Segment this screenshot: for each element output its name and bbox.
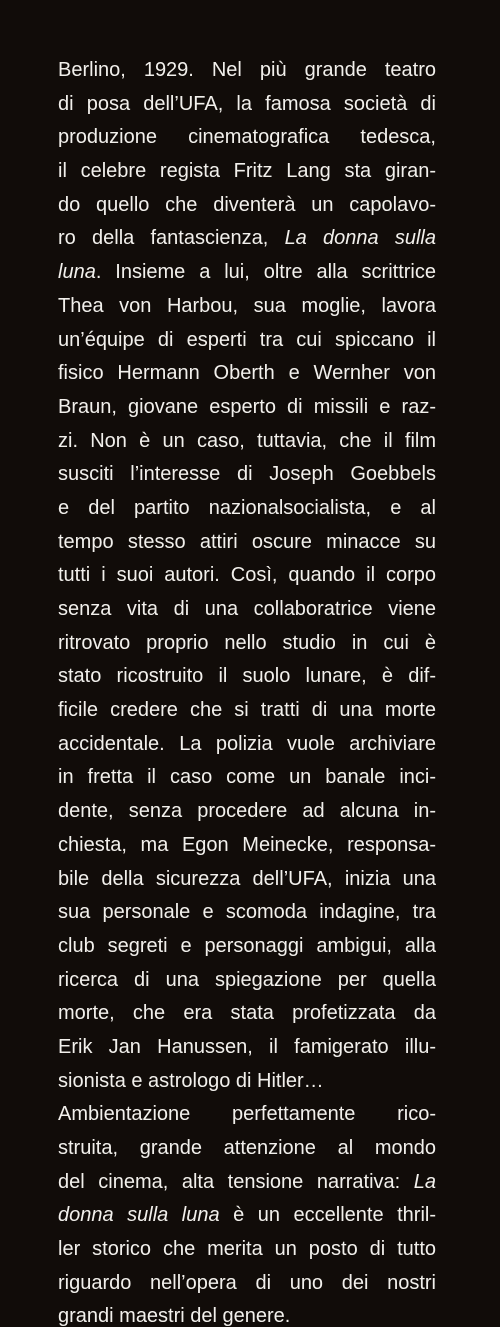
blurb-line bbox=[58, 1065, 436, 1099]
blurb-line bbox=[58, 54, 436, 88]
blurb-text-run: fisico Hermann Oberth e Wernher von bbox=[58, 362, 436, 385]
blurb-text-run: di posa dell’UFA, la famosa società di bbox=[58, 92, 436, 115]
blurb-text-run: Ambientazione perfettamente rico- bbox=[58, 1103, 436, 1126]
blurb-text-run: Thea von Harbou, sua moglie, lavora bbox=[58, 294, 436, 317]
blurb-line bbox=[58, 1233, 436, 1267]
blurb-text-run: il celebre regista Fritz Lang sta giran- bbox=[58, 160, 436, 183]
blurb-text-run: Erik Jan Hanussen, il famigerato illu- bbox=[58, 1035, 436, 1058]
blurb-text-run: sua personale e scomoda indagine, tra bbox=[58, 901, 436, 924]
blurb-line bbox=[58, 492, 436, 526]
blurb-text-run: tempo stesso attiri oscure minacce su bbox=[58, 530, 436, 553]
blurb-line bbox=[58, 896, 436, 930]
blurb-line bbox=[58, 761, 436, 795]
blurb-text-run: del cinema, alta tensione narrativa: bbox=[58, 1170, 414, 1193]
blurb-text-run: club segreti e personaggi ambigui, alla bbox=[58, 934, 436, 957]
blurb-line bbox=[58, 256, 436, 290]
blurb-line bbox=[58, 425, 436, 459]
blurb-line bbox=[58, 391, 436, 425]
blurb-text-run: tutti i suoi autori. Così, quando il corpo bbox=[58, 564, 436, 587]
blurb-line bbox=[58, 694, 436, 728]
blurb-line bbox=[58, 1098, 436, 1132]
blurb-text-run: do quello che diventerà un capolavo- bbox=[58, 193, 436, 216]
blurb-line bbox=[58, 660, 436, 694]
blurb-line bbox=[58, 222, 436, 256]
blurb-line bbox=[58, 593, 436, 627]
blurb-text-run: morte, che era stata profetizzata da bbox=[58, 1002, 436, 1025]
blurb-text-run: ler storico che merita un posto di tutto bbox=[58, 1238, 436, 1261]
blurb-line bbox=[58, 559, 436, 593]
book-title-italic: donna sulla luna bbox=[58, 1204, 220, 1227]
blurb-text-run: ritrovato proprio nello studio in cui è bbox=[58, 631, 436, 654]
blurb-text-run: grandi maestri del genere. bbox=[58, 1305, 291, 1327]
blurb-text-run: chiesta, ma Egon Meinecke, responsa- bbox=[58, 833, 436, 856]
blurb-text-run: ricerca di una spiegazione per quella bbox=[58, 968, 436, 991]
blurb-line bbox=[58, 1267, 436, 1301]
blurb-line bbox=[58, 88, 436, 122]
blurb-text-run: struita, grande attenzione al mondo bbox=[58, 1137, 436, 1159]
blurb-text-run: zi. Non è un caso, tuttavia, che il film bbox=[58, 429, 436, 452]
blurb-line bbox=[58, 526, 436, 560]
blurb-line bbox=[58, 1199, 436, 1233]
book-title-italic: La donna sulla bbox=[284, 227, 437, 250]
blurb-line bbox=[58, 155, 436, 189]
blurb-line bbox=[58, 964, 436, 998]
blurb-line bbox=[58, 1166, 436, 1200]
blurb-line bbox=[58, 458, 436, 492]
blurb-line bbox=[58, 728, 436, 762]
blurb-text-run: Berlino, 1929. Nel più grande teatro bbox=[58, 59, 436, 81]
blurb-text-run: è un eccellente thril- bbox=[219, 1204, 436, 1227]
blurb-text-run: riguardo nell’opera di uno dei nostri bbox=[58, 1271, 436, 1294]
blurb-line bbox=[58, 795, 436, 829]
blurb-text-run: stato ricostruito il suolo lunare, è dif- bbox=[58, 665, 436, 688]
blurb-line bbox=[58, 290, 436, 324]
blurb-text-run: . Insieme a lui, oltre alla scrittrice bbox=[95, 261, 436, 284]
blurb-line bbox=[58, 627, 436, 661]
blurb-text-run: un’équipe di esperti tra cui spiccano il bbox=[58, 328, 436, 351]
blurb-line bbox=[58, 997, 436, 1031]
blurb-text-run: Braun, giovane esperto di missili e raz- bbox=[58, 395, 436, 418]
blurb-text-run: in fretta il caso come un banale inci- bbox=[58, 766, 436, 789]
blurb-line bbox=[58, 357, 436, 391]
blurb-text-run: e del partito nazionalsocialista, e al bbox=[58, 496, 436, 519]
blurb-line bbox=[58, 1031, 436, 1065]
blurb-text-run: ficile credere che si tratti di una morte bbox=[58, 699, 436, 722]
book-blurb-text bbox=[58, 54, 436, 1327]
blurb-text-run: sionista e astrologo di Hitler… bbox=[58, 1069, 324, 1092]
blurb-text-run: senza vita di una collaboratrice viene bbox=[58, 598, 436, 620]
blurb-line bbox=[58, 863, 436, 897]
blurb-line bbox=[58, 324, 436, 358]
blurb-line bbox=[58, 1132, 436, 1166]
blurb-line bbox=[58, 829, 436, 863]
blurb-line bbox=[58, 189, 436, 223]
blurb-text-run: ro della fantascienza, bbox=[58, 227, 285, 250]
blurb-text-run: bile della sicurezza dell’UFA, inizia una bbox=[58, 867, 436, 890]
book-title-italic: La bbox=[413, 1170, 436, 1193]
blurb-line bbox=[58, 121, 436, 155]
blurb-text-run: dente, senza procedere ad alcuna in- bbox=[58, 800, 436, 823]
blurb-line bbox=[58, 930, 436, 964]
blurb-text-run: accidentale. La polizia vuole archiviare bbox=[58, 732, 436, 755]
blurb-line bbox=[58, 1300, 436, 1327]
blurb-text-run: produzione cinematografica tedesca, bbox=[58, 126, 436, 149]
book-title-italic: luna bbox=[58, 261, 96, 284]
blurb-text-run: susciti l’interesse di Joseph Goebbels bbox=[58, 463, 436, 486]
